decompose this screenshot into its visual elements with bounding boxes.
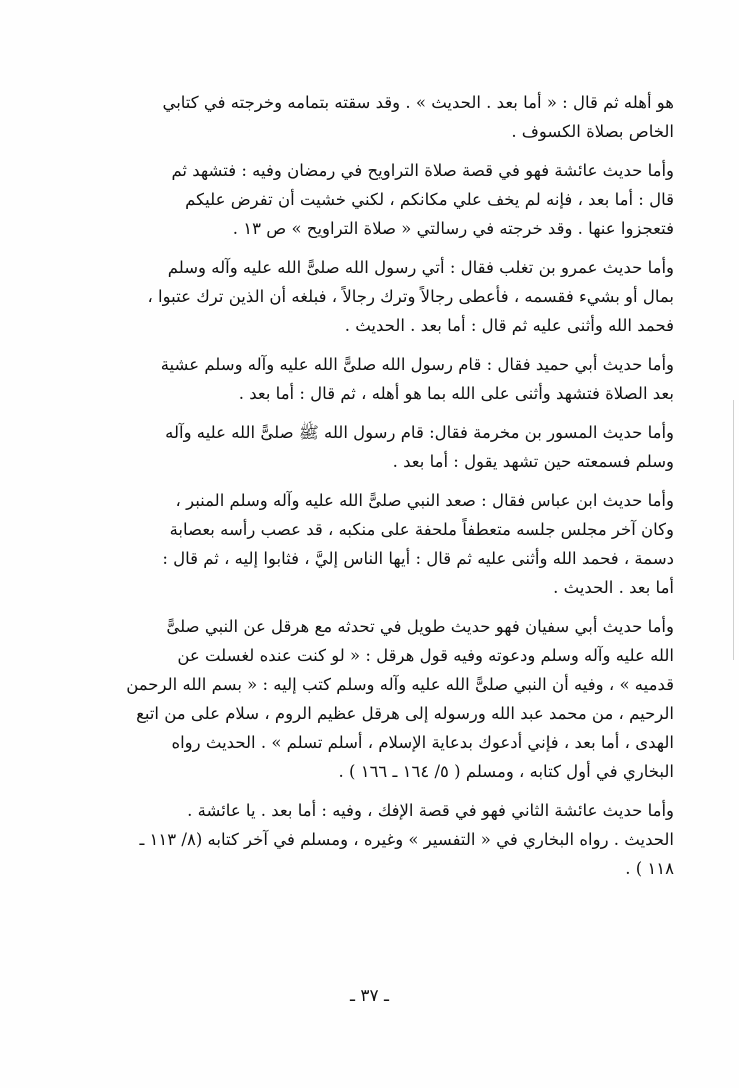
text-line: وكان آخر مجلس جلسه متعطفاً ملحفة على منكبه ، قد عصب رأسه بعصابة (169, 520, 674, 539)
text-line: وأما حديث أبي سفيان فهو حديث طويل في تحدثه مع هرقل عن النبي صلىًّ (166, 617, 674, 636)
text-line: الهدى ، أما بعد ، فإني أدعوك بدعاية الإسلام ، أسلم تسلم » . الحديث رواه (171, 733, 674, 752)
text-line: وأما حديث عائشة الثاني فهو في قصة الإفك ، وفيه : أما بعد . يا عائشة . (187, 801, 674, 820)
text-line: وأما حديث أبي حميد فقال : قام رسول الله صلىًّ الله عليه وآله وسلم عشية (160, 355, 674, 374)
text-line: وأما حديث ابن عباس فقال : صعد النبي صلىًّ الله عليه وآله وسلم المنبر ، (175, 491, 674, 510)
paragraph (126, 88, 674, 146)
paragraph (126, 612, 674, 786)
text-line: قدميه » ، وفيه أن النبي صلىًّ الله عليه وآله وسلم كتب إليه : « بسم الله الرحمن (126, 675, 674, 694)
text-line: دسمة ، فحمد الله وأثنى عليه ثم قال : أيها الناس إليَّ ، فثابوا إليه ، ثم قال : (162, 549, 674, 568)
paragraph (126, 418, 674, 476)
text-line: قال : أما بعد ، فإنه لم يخف علي مكانكم ، لكني خشيت أن تفرض عليكم (185, 190, 674, 209)
text-line: وأما حديث المسور بن مخرمة فقال: قام رسول الله ﷺ صلىًّ الله عليه وآله (165, 423, 674, 442)
page-number: ـ ٣٧ ـ (349, 986, 390, 1006)
text-line: الخاص بصلاة الكسوف . (511, 122, 674, 141)
paragraph (126, 350, 674, 408)
text-line: الرحيم ، من محمد عبد الله ورسوله إلى هرقل عظيم الروم ، سلام على من اتبع (136, 704, 674, 723)
text-line: وأما حديث عمرو بن تغلب فقال : أتي رسول الله صلىًّ الله عليه وآله وسلم (167, 258, 674, 277)
text-line: بمال أو بشيء فقسمه ، فأعطى رجالاً وترك رجالاً ، فبلغه أن الذين ترك عتبوا ، (147, 287, 674, 306)
text-line: الله عليه وآله وسلم ودعوته وفيه قول هرقل : « لو كنت عنده لغسلت عن (177, 646, 674, 665)
paragraph (126, 156, 674, 243)
paragraph (126, 253, 674, 340)
text-line: ١١٨ ) . (625, 859, 674, 878)
paragraph (126, 796, 674, 883)
text-line: وسلم فسمعته حين تشهد يقول : أما بعد . (392, 452, 674, 471)
text-line: أما بعد . الحديث . (553, 578, 674, 597)
text-line: فتعجزوا عنها . وقد خرجته في رسالتي « صلاة التراويح » ص ١٣ . (232, 219, 674, 238)
text-line: فحمد الله وأثنى عليه ثم قال : أما بعد . الحديث . (344, 316, 674, 335)
page-edge-mark (733, 400, 734, 660)
text-line: وأما حديث عائشة فهو في قصة صلاة التراويح في رمضان وفيه : فتشهد ثم (171, 161, 674, 180)
body-text (126, 88, 674, 893)
text-line: هو أهله ثم قال : « أما بعد . الحديث » . وقد سقته بتمامه وخرجته في كتابي (162, 93, 674, 112)
text-line: الحديث . رواه البخاري في « التفسير » وغيره ، ومسلم في آخر كتابه (٨/ ١١٣ ـ (139, 830, 674, 849)
text-line: البخاري في أول كتابه ، ومسلم ( ٥/ ١٦٤ ـ ١٦٦ ) . (338, 762, 674, 781)
paragraph (126, 486, 674, 602)
text-line: بعد الصلاة فتشهد وأثنى على الله بما هو أهله ، ثم قال : أما بعد . (238, 384, 674, 403)
